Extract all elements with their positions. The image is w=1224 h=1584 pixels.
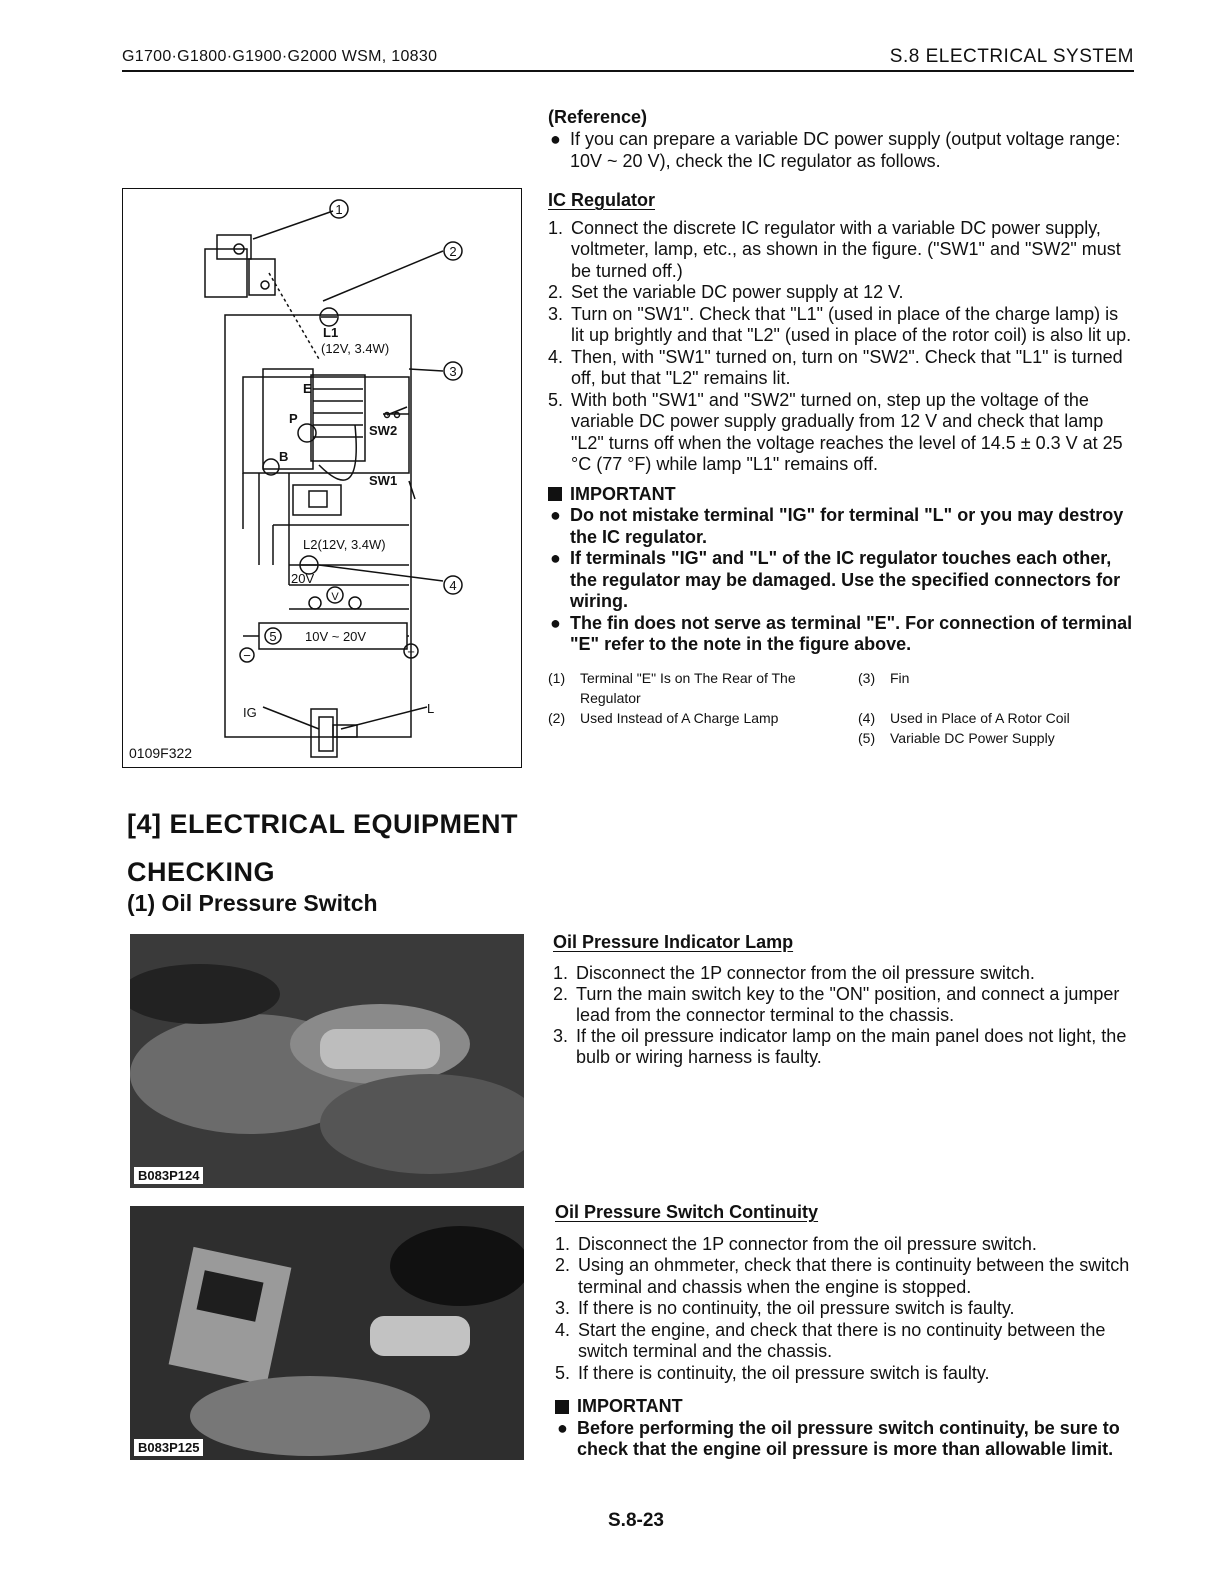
page-number: S.8-23: [608, 1510, 664, 1531]
photo-placeholder: [130, 934, 524, 1188]
list-item: [548, 390, 1134, 476]
photo-oil-pressure-lamp: [130, 934, 524, 1188]
section-title: [127, 800, 518, 896]
list-item: [553, 984, 1138, 1026]
step-number: 1.: [548, 217, 564, 238]
step-text: If there is continuity, the oil pressure switch is faulty.: [578, 1362, 990, 1383]
step-number: 3.: [553, 1026, 569, 1046]
ic-regulator-block: [548, 190, 1134, 748]
page-header: [122, 46, 1134, 72]
oil-lamp-steps: [553, 963, 1138, 1068]
important-list: [555, 1418, 1140, 1461]
step-text: If the oil pressure indicator lamp on the main panel does not light, the bulb or wiring harness is faulty.: [576, 1026, 1127, 1067]
callout-2: 2: [449, 244, 457, 259]
important-text: Do not mistake terminal "IG" for terminal "L" or you may destroy the IC regulator.: [570, 505, 1124, 547]
step-text: If there is no continuity, the oil pressure switch is faulty.: [578, 1298, 1015, 1318]
legend-text: Variable DC Power Supply: [890, 729, 1055, 746]
legend-number: (5): [858, 729, 876, 746]
legend-item: [548, 728, 858, 748]
label-sw1: SW1: [369, 473, 398, 488]
reference-title: (Reference): [548, 107, 648, 127]
legend-item: [548, 668, 858, 708]
list-item: [555, 1234, 1140, 1256]
legend-number: (4): [858, 709, 876, 726]
reference-bullet: [548, 128, 1134, 172]
bullet-icon: ●: [550, 548, 561, 568]
legend-text: Used Instead of A Charge Lamp: [580, 709, 779, 726]
photo-placeholder: [130, 1206, 524, 1460]
callout-1: 1: [335, 202, 343, 217]
step-number: 4.: [555, 1319, 571, 1340]
step-number: 5.: [555, 1362, 571, 1383]
list-item: [555, 1363, 1140, 1385]
important-label: IMPORTANT: [570, 483, 676, 504]
photo-code: B083P125: [134, 1439, 203, 1456]
step-text: Disconnect the 1P connector from the oil pressure switch.: [576, 963, 1035, 983]
step-number: 3.: [555, 1298, 571, 1318]
callout-4: 4: [449, 578, 457, 593]
ic-regulator-wiring-figure: [122, 188, 522, 768]
legend-text: Used in Place of A Rotor Coil: [890, 709, 1070, 726]
important-heading: [548, 484, 1134, 506]
legend-text: Terminal "E" Is on The Rear of The Regulator: [580, 669, 796, 706]
square-bullet-icon: [548, 487, 562, 501]
step-text: Using an ohmmeter, check that there is continuity between the switch terminal and chassis when the engine is stopped.: [578, 1255, 1130, 1297]
bullet-icon: ●: [550, 612, 561, 633]
callout-5: 5: [269, 629, 277, 644]
list-item: [548, 282, 1134, 304]
list-item: [548, 505, 1134, 548]
square-bullet-icon: [555, 1400, 569, 1414]
important-text: If terminals "IG" and "L" of the IC regulator touches each other, the regulator may be damaged. Use the specified connectors for wiring.: [570, 548, 1121, 611]
legend-item: [858, 728, 1128, 748]
important-heading: [555, 1396, 1140, 1418]
oil-cont-steps: [555, 1234, 1140, 1385]
subsection-title: (1) Oil Pressure Switch: [127, 890, 378, 916]
step-number: 2.: [555, 1255, 571, 1275]
label-voltmeter: V: [331, 591, 339, 603]
step-number: 2.: [553, 984, 569, 1004]
list-item: [553, 1026, 1138, 1068]
step-text: Disconnect the 1P connector from the oil pressure switch.: [578, 1233, 1037, 1254]
step-text: With both "SW1" and "SW2" turned on, step up the voltage of the variable DC power supply gradually from 12 V and check that lamp "L2" turns off when the voltage reaches the level of 14.5 ± 0.3 V at 25 °C (77 °F) while lamp "L1" remains off.: [571, 389, 1123, 474]
list-item: [553, 963, 1138, 984]
important-text: The fin does not serve as terminal "E". For connection of terminal "E" refer to the note in the figure above.: [570, 612, 1133, 654]
label-l1-spec: (12V, 3.4W): [321, 341, 390, 356]
legend-item: [858, 708, 1128, 728]
legend-number: (3): [858, 669, 876, 686]
legend-number: (1): [548, 669, 566, 686]
label-supply-range: 10V ~ 20V: [305, 629, 367, 644]
step-text: Set the variable DC power supply at 12 V.: [571, 282, 904, 302]
ic-regulator-title: IC Regulator: [548, 190, 656, 210]
important-list: [548, 505, 1134, 656]
callout-3: 3: [449, 364, 457, 379]
photo-code: B083P124: [134, 1167, 203, 1184]
legend-text: Fin: [890, 669, 910, 686]
label-l: L: [427, 701, 435, 716]
reference-block: [548, 106, 1134, 172]
list-item: [555, 1298, 1140, 1320]
label-terminal-p: P: [289, 411, 298, 426]
list-item: [555, 1418, 1140, 1461]
legend-item: [548, 708, 858, 728]
label-terminal-e: E: [303, 381, 312, 396]
bullet-icon: ●: [557, 1417, 568, 1438]
label-minus: −: [243, 648, 251, 663]
legend-item: [858, 668, 1128, 708]
step-text: Turn on "SW1". Check that "L1" (used in place of the charge lamp) is lit up brightly and that "L2" (used in place of the rotor coil) is also lit up.: [571, 303, 1132, 345]
figure-legend: [548, 668, 1134, 748]
section-title-line1: [4] ELECTRICAL EQUIPMENT: [127, 809, 519, 839]
oil-cont-title: Oil Pressure Switch Continuity: [555, 1202, 819, 1222]
step-number: 4.: [548, 346, 564, 367]
list-item: [548, 304, 1134, 347]
oil-pressure-continuity-block: [555, 1202, 1140, 1461]
bullet-icon: ●: [550, 505, 561, 525]
label-l2: L2(12V, 3.4W): [303, 537, 386, 552]
chapter-title: S.8 ELECTRICAL SYSTEM: [889, 46, 1134, 67]
bullet-icon: ●: [550, 129, 561, 149]
step-text: Then, with "SW1" turned on, turn on "SW2". Check that "L1" is turned off, but that "L2" remains lit.: [571, 346, 1123, 388]
step-number: 1.: [553, 963, 569, 983]
manual-code: G1700·G1800·G1900·G2000 WSM, 10830: [122, 48, 438, 65]
step-number: 2.: [548, 282, 564, 302]
label-l1: L1: [323, 325, 339, 340]
list-item: [555, 1255, 1140, 1298]
step-text: Connect the discrete IC regulator with a variable DC power supply, voltmeter, lamp, etc., as shown in the figure. ("SW1" and "SW2" must be turned off.): [571, 217, 1121, 281]
label-20v: 20V: [291, 571, 315, 586]
list-item: [548, 548, 1134, 613]
step-text: Start the engine, and check that there is no continuity between the switch terminal and the chassis.: [578, 1319, 1106, 1361]
label-ig: IG: [243, 705, 257, 720]
legend-number: (2): [548, 709, 566, 726]
list-item: [555, 1320, 1140, 1363]
label-terminal-b: B: [279, 449, 289, 464]
oil-pressure-lamp-block: [553, 932, 1138, 1068]
ic-steps: [548, 218, 1134, 476]
label-plus: +: [407, 644, 415, 659]
list-item: [548, 347, 1134, 390]
step-number: 5.: [548, 389, 564, 410]
reference-text: If you can prepare a variable DC power supply (output voltage range: 10V ~ 20 V), check the IC regulator as follows.: [570, 129, 1121, 171]
label-sw2: SW2: [369, 423, 398, 438]
step-text: Turn the main switch key to the "ON" position, and connect a jumper lead from the connector terminal to the chassis.: [576, 984, 1120, 1025]
figure-code: 0109F322: [129, 745, 193, 761]
section-title-line2: CHECKING: [127, 857, 276, 887]
step-number: 3.: [548, 303, 564, 324]
important-label: IMPORTANT: [577, 1396, 683, 1416]
important-text: Before performing the oil pressure switch continuity, be sure to check that the engine oil pressure is more than allowable limit.: [577, 1417, 1120, 1459]
oil-lamp-title: Oil Pressure Indicator Lamp: [553, 932, 794, 952]
step-number: 1.: [555, 1233, 571, 1254]
list-item: [548, 613, 1134, 656]
list-item: [548, 218, 1134, 283]
photo-oil-pressure-continuity: [130, 1206, 524, 1460]
wiring-diagram: [123, 189, 523, 769]
